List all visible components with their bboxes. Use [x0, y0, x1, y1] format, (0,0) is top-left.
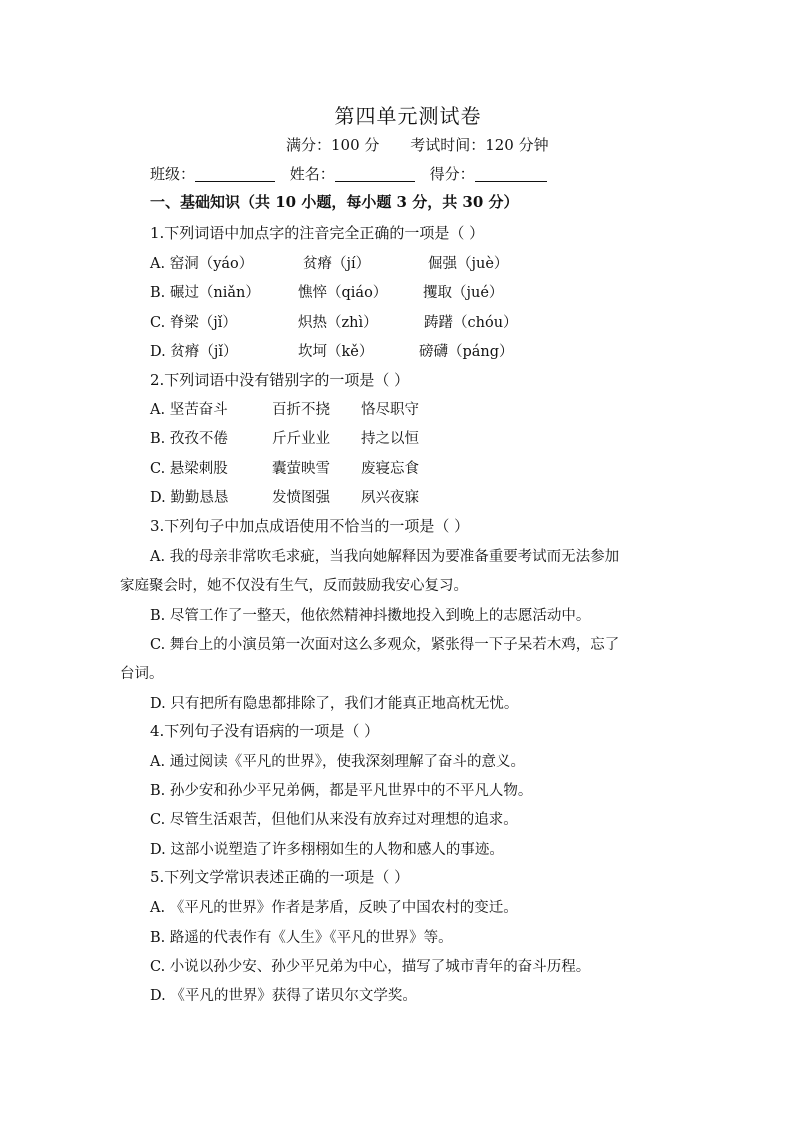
q5-option-b: B. 路遥的代表作有《人生》《平凡的世界》等。 [150, 930, 453, 946]
q3-option-b: B. 尽管工作了一整天，他依然精神抖擞地投入到晚上的志愿活动中。 [150, 608, 591, 624]
question-1-stem: 1.下列词语中加点字的注音完全正确的一项是（ ） [150, 224, 485, 242]
q2-d-word1: D. 勤勤恳恳 [150, 490, 229, 506]
q5-option-a: A. 《平凡的世界》作者是茅盾，反映了中国农村的变迁。 [150, 900, 518, 916]
score-blank[interactable] [475, 167, 547, 182]
q2-a-word3: 恪尽职守 [361, 402, 419, 418]
q1-b-word2: 憔悴（qiáo） [298, 285, 388, 301]
q2-option-d [150, 486, 419, 507]
q2-a-word2: 百折不挠 [272, 402, 330, 418]
name-label: 姓名： [289, 165, 335, 183]
class-label: 班级： [150, 165, 196, 183]
q2-a-word1: A. 坚苦奋斗 [150, 402, 228, 418]
q5-option-d: D. 《平凡的世界》获得了诺贝尔文学奖。 [150, 988, 417, 1004]
q1-option-d [150, 340, 514, 361]
q2-c-word3: 废寝忘食 [361, 461, 419, 477]
exam-meta [286, 134, 575, 155]
q3-option-c-line2: 台词。 [120, 666, 164, 682]
q1-a-word2: 贫瘠（jí） [303, 256, 371, 272]
class-blank[interactable] [195, 167, 275, 182]
q4-option-d: D. 这部小说塑造了许多栩栩如生的人物和感人的事迹。 [150, 842, 504, 858]
title-text: 第四单元测试卷 [334, 104, 482, 128]
q1-option-b [150, 281, 503, 302]
question-3-stem: 3.下列句子中加点成语使用不恰当的一项是（ ） [150, 517, 470, 535]
q3-option-d: D. 只有把所有隐患都排除了，我们才能真正地高枕无忧。 [150, 696, 519, 712]
q2-c-word1: C. 悬梁刺股 [150, 461, 228, 477]
q1-option-c [150, 311, 518, 332]
full-score: 满分：100 分 [286, 136, 380, 154]
q2-d-word3: 夙兴夜寐 [361, 490, 419, 506]
q2-c-word2: 囊萤映雪 [272, 461, 330, 477]
score-label: 得分： [429, 165, 475, 183]
q1-c-word3: 踌躇（chóu） [424, 315, 518, 331]
q1-option-a [150, 252, 508, 273]
q1-b-word1: B. 碾过（niǎn） [150, 285, 260, 301]
q2-option-c [150, 457, 419, 478]
q1-d-word3: 磅礴（páng） [419, 344, 514, 360]
q3-option-c-line1: C. 舞台上的小演员第一次面对这么多观众，紧张得一下子呆若木鸡，忘了 [150, 637, 620, 653]
q1-d-word2: 坎坷（kě） [298, 344, 374, 360]
q1-b-word3: 攫取（jué） [423, 285, 504, 301]
exam-time: 考试时间：120 分钟 [410, 136, 549, 154]
q1-d-word1: D. 贫瘠（jǐ） [150, 344, 238, 360]
q5-option-c: C. 小说以孙少安、孙少平兄弟为中心，描写了城市青年的奋斗历程。 [150, 959, 591, 975]
q1-c-word1: C. 脊梁（jǐ） [150, 315, 237, 331]
question-4-stem: 4.下列句子没有语病的一项是（ ） [150, 722, 380, 740]
q2-b-word3: 持之以恒 [361, 431, 419, 447]
q1-a-word1: A. 窑洞（yáo） [150, 256, 254, 272]
q4-option-b: B. 孙少安和孙少平兄弟俩，都是平凡世界中的不平凡人物。 [150, 783, 533, 799]
q4-option-c: C. 尽管生活艰苦，但他们从来没有放弃过对理想的追求。 [150, 812, 518, 828]
q2-option-b [150, 427, 419, 448]
question-5-stem: 5.下列文学常识表述正确的一项是（ ） [150, 868, 410, 886]
student-info-line [150, 163, 557, 184]
section-heading: 一、基础知识（共 10 小题，每小题 3 分，共 30 分） [150, 193, 519, 211]
q1-a-word3: 倔强（juè） [428, 256, 509, 272]
q2-b-word2: 斤斤业业 [272, 431, 330, 447]
q3-option-a-line2: 家庭聚会时，她不仅没有生气，反而鼓励我安心复习。 [120, 578, 468, 594]
q2-option-a [150, 398, 419, 419]
question-2-stem: 2.下列词语中没有错别字的一项是（ ） [150, 371, 410, 389]
q2-d-word2: 发愤图强 [272, 490, 330, 506]
q3-option-a-line1: A. 我的母亲非常吹毛求疵，当我向她解释因为要准备重要考试而无法参加 [150, 549, 620, 565]
name-blank[interactable] [335, 167, 415, 182]
q1-c-word2: 炽热（zhì） [298, 315, 378, 331]
q2-b-word1: B. 孜孜不倦 [150, 431, 228, 447]
page-title [0, 100, 794, 129]
q4-option-a: A. 通过阅读《平凡的世界》，使我深刻理解了奋斗的意义。 [150, 754, 525, 770]
